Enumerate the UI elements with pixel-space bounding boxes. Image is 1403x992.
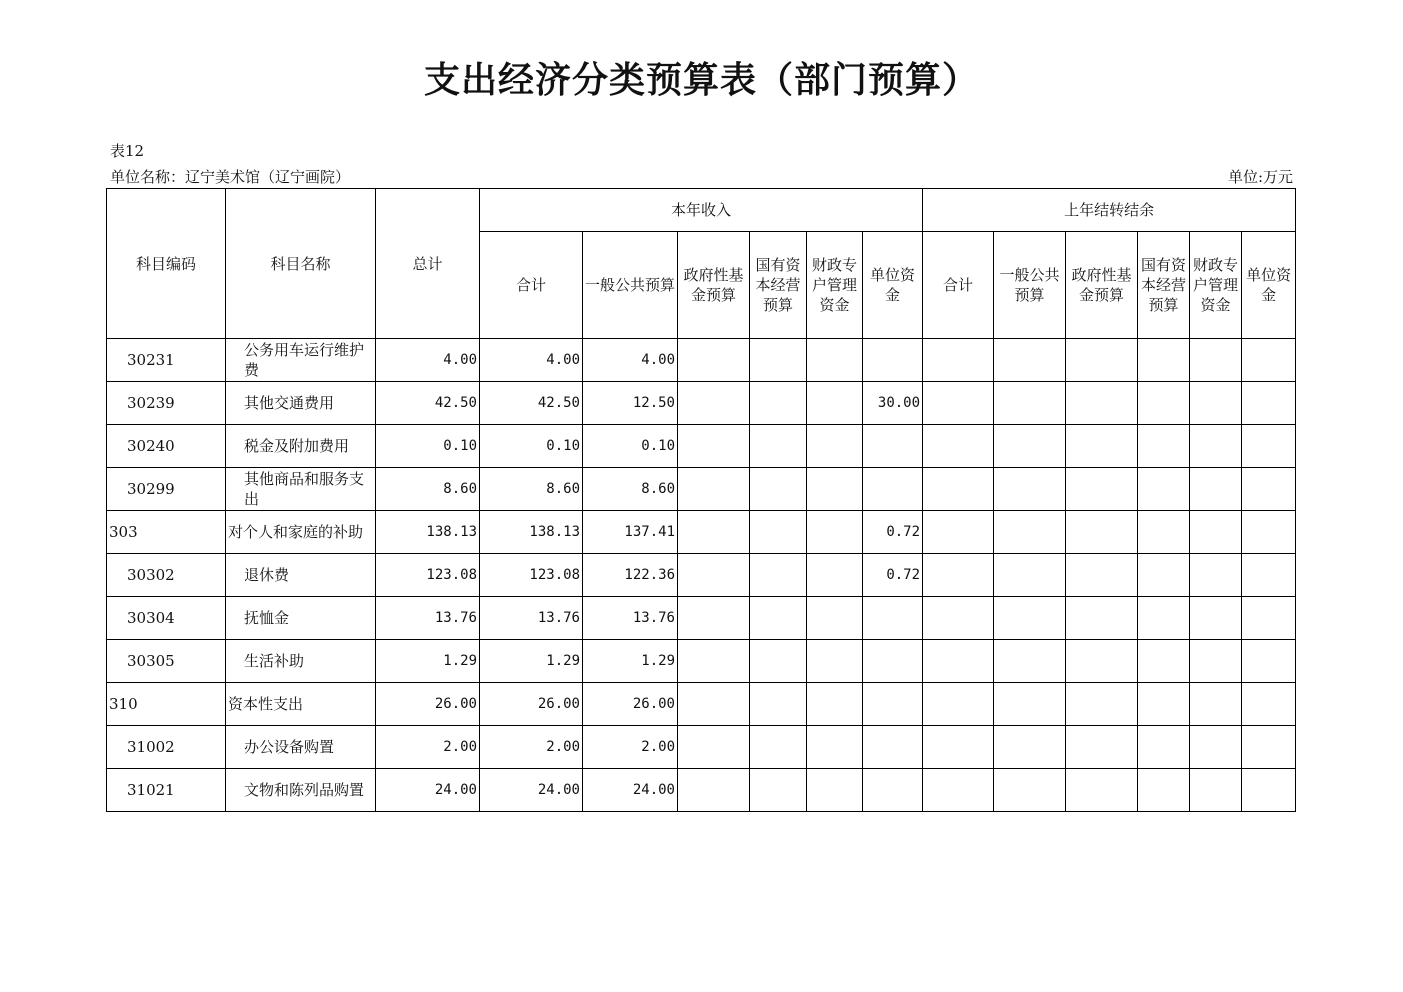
row-name: 生活补助 xyxy=(226,640,376,683)
row-current-value xyxy=(807,597,863,640)
row-current-value: 0.10 xyxy=(480,425,583,468)
table-row xyxy=(107,382,1296,425)
row-current-value: 30.00 xyxy=(863,382,923,425)
row-prev-value xyxy=(1066,640,1138,683)
row-code: 30299 xyxy=(107,468,226,511)
row-prev-value xyxy=(1242,597,1296,640)
header-current-col: 一般公共预算 xyxy=(583,232,678,339)
row-code: 30240 xyxy=(107,425,226,468)
row-prev-value xyxy=(994,339,1066,382)
row-name: 对个人和家庭的补助 xyxy=(226,511,376,554)
row-current-value xyxy=(807,511,863,554)
row-prev-value xyxy=(1190,339,1242,382)
row-prev-value xyxy=(1242,554,1296,597)
row-prev-value xyxy=(1242,382,1296,425)
header-prev-col: 财政专户管理资金 xyxy=(1190,232,1242,339)
row-prev-value xyxy=(1138,339,1190,382)
row-code: 30231 xyxy=(107,339,226,382)
row-current-value: 122.36 xyxy=(583,554,678,597)
row-code: 31021 xyxy=(107,769,226,812)
row-prev-value xyxy=(1138,554,1190,597)
row-prev-value xyxy=(1066,468,1138,511)
header-prev-year: 上年结转结余 xyxy=(923,189,1296,232)
row-prev-value xyxy=(923,382,994,425)
row-current-value: 24.00 xyxy=(480,769,583,812)
row-current-value: 0.10 xyxy=(583,425,678,468)
row-current-value xyxy=(807,683,863,726)
row-current-value xyxy=(678,425,750,468)
row-current-value: 1.29 xyxy=(480,640,583,683)
row-prev-value xyxy=(1066,339,1138,382)
row-current-value: 13.76 xyxy=(480,597,583,640)
row-current-value: 8.60 xyxy=(583,468,678,511)
header-prev-col: 国有资本经营预算 xyxy=(1138,232,1190,339)
row-name: 抚恤金 xyxy=(226,597,376,640)
row-total: 2.00 xyxy=(376,726,480,769)
row-prev-value xyxy=(1190,597,1242,640)
row-prev-value xyxy=(1138,511,1190,554)
row-current-value xyxy=(750,468,807,511)
row-name: 税金及附加费用 xyxy=(226,425,376,468)
unit-name: 单位名称：辽宁美术馆（辽宁画院） xyxy=(110,168,351,186)
row-current-value xyxy=(678,511,750,554)
row-prev-value xyxy=(1190,468,1242,511)
header-prev-col: 合计 xyxy=(923,232,994,339)
row-prev-value xyxy=(1138,425,1190,468)
row-prev-value xyxy=(1138,683,1190,726)
table-row xyxy=(107,769,1296,812)
row-code: 30239 xyxy=(107,382,226,425)
row-prev-value xyxy=(994,511,1066,554)
row-current-value xyxy=(750,382,807,425)
row-current-value xyxy=(863,468,923,511)
row-name: 文物和陈列品购置 xyxy=(226,769,376,812)
row-prev-value xyxy=(994,726,1066,769)
row-prev-value xyxy=(923,726,994,769)
row-current-value xyxy=(678,640,750,683)
row-prev-value xyxy=(1138,382,1190,425)
row-current-value xyxy=(750,597,807,640)
row-total: 24.00 xyxy=(376,769,480,812)
row-current-value xyxy=(863,769,923,812)
row-prev-value xyxy=(994,425,1066,468)
row-current-value: 4.00 xyxy=(583,339,678,382)
table-row xyxy=(107,640,1296,683)
row-name: 资本性支出 xyxy=(226,683,376,726)
row-total: 26.00 xyxy=(376,683,480,726)
row-prev-value xyxy=(1066,769,1138,812)
row-prev-value xyxy=(923,425,994,468)
unit-label: 单位:万元 xyxy=(1227,168,1293,186)
row-prev-value xyxy=(1138,597,1190,640)
row-prev-value xyxy=(994,769,1066,812)
row-total: 1.29 xyxy=(376,640,480,683)
header-current-year: 本年收入 xyxy=(480,189,923,232)
row-prev-value xyxy=(923,468,994,511)
row-prev-value xyxy=(1190,769,1242,812)
row-code: 30302 xyxy=(107,554,226,597)
row-current-value: 12.50 xyxy=(583,382,678,425)
row-current-value xyxy=(863,425,923,468)
header-current-col: 单位资金 xyxy=(863,232,923,339)
row-prev-value xyxy=(1066,597,1138,640)
table-row xyxy=(107,339,1296,382)
row-name: 其他商品和服务支出 xyxy=(226,468,376,511)
row-current-value xyxy=(678,382,750,425)
row-current-value xyxy=(678,726,750,769)
row-prev-value xyxy=(1066,511,1138,554)
row-prev-value xyxy=(994,597,1066,640)
row-current-value: 0.72 xyxy=(863,554,923,597)
row-prev-value xyxy=(1066,554,1138,597)
budget-table xyxy=(106,188,1296,812)
row-current-value: 2.00 xyxy=(583,726,678,769)
row-current-value: 24.00 xyxy=(583,769,678,812)
row-prev-value xyxy=(1242,726,1296,769)
row-prev-value xyxy=(1066,726,1138,769)
row-prev-value xyxy=(1242,769,1296,812)
row-total: 13.76 xyxy=(376,597,480,640)
row-prev-value xyxy=(1138,640,1190,683)
row-prev-value xyxy=(1066,382,1138,425)
row-current-value: 2.00 xyxy=(480,726,583,769)
row-total: 42.50 xyxy=(376,382,480,425)
row-current-value xyxy=(863,597,923,640)
header-prev-col: 政府性基金预算 xyxy=(1066,232,1138,339)
row-prev-value xyxy=(1190,554,1242,597)
header-prev-col: 单位资金 xyxy=(1242,232,1296,339)
row-current-value xyxy=(807,468,863,511)
row-name: 办公设备购置 xyxy=(226,726,376,769)
row-current-value: 138.13 xyxy=(480,511,583,554)
row-prev-value xyxy=(1242,425,1296,468)
header-current-col: 合计 xyxy=(480,232,583,339)
row-prev-value xyxy=(923,640,994,683)
row-current-value xyxy=(750,425,807,468)
row-current-value xyxy=(807,554,863,597)
header-prev-col: 一般公共预算 xyxy=(994,232,1066,339)
row-prev-value xyxy=(923,683,994,726)
row-prev-value xyxy=(1242,468,1296,511)
row-prev-value xyxy=(1242,640,1296,683)
row-current-value xyxy=(863,726,923,769)
table-row xyxy=(107,425,1296,468)
row-name: 退休费 xyxy=(226,554,376,597)
row-current-value xyxy=(750,511,807,554)
row-current-value: 1.29 xyxy=(583,640,678,683)
table-row xyxy=(107,683,1296,726)
row-current-value xyxy=(807,640,863,683)
header-current-col: 政府性基金预算 xyxy=(678,232,750,339)
row-current-value: 26.00 xyxy=(480,683,583,726)
row-prev-value xyxy=(923,597,994,640)
row-prev-value xyxy=(1066,425,1138,468)
table-row xyxy=(107,726,1296,769)
row-prev-value xyxy=(1138,726,1190,769)
page-title: 支出经济分类预算表（部门预算） xyxy=(423,59,979,101)
header-code: 科目编码 xyxy=(107,189,226,339)
row-current-value xyxy=(750,640,807,683)
row-total: 8.60 xyxy=(376,468,480,511)
row-current-value xyxy=(807,339,863,382)
row-current-value xyxy=(807,769,863,812)
row-prev-value xyxy=(1066,683,1138,726)
row-prev-value xyxy=(1242,339,1296,382)
table-row xyxy=(107,597,1296,640)
row-total: 0.10 xyxy=(376,425,480,468)
table-row xyxy=(107,468,1296,511)
row-prev-value xyxy=(923,511,994,554)
row-current-value: 0.72 xyxy=(863,511,923,554)
table-row xyxy=(107,511,1296,554)
row-current-value xyxy=(807,425,863,468)
row-code: 30304 xyxy=(107,597,226,640)
row-code: 303 xyxy=(107,511,226,554)
row-prev-value xyxy=(923,554,994,597)
row-current-value xyxy=(678,597,750,640)
row-current-value xyxy=(750,683,807,726)
row-current-value: 137.41 xyxy=(583,511,678,554)
row-prev-value xyxy=(1138,769,1190,812)
row-prev-value xyxy=(994,554,1066,597)
row-current-value: 123.08 xyxy=(480,554,583,597)
row-current-value: 4.00 xyxy=(480,339,583,382)
row-total: 4.00 xyxy=(376,339,480,382)
row-current-value xyxy=(807,726,863,769)
row-current-value xyxy=(678,554,750,597)
row-prev-value xyxy=(994,683,1066,726)
row-prev-value xyxy=(994,382,1066,425)
row-current-value xyxy=(678,683,750,726)
header-current-col: 国有资本经营预算 xyxy=(750,232,807,339)
row-name: 其他交通费用 xyxy=(226,382,376,425)
header-current-col: 财政专户管理资金 xyxy=(807,232,863,339)
row-current-value xyxy=(750,554,807,597)
row-current-value: 8.60 xyxy=(480,468,583,511)
row-total: 123.08 xyxy=(376,554,480,597)
row-prev-value xyxy=(994,640,1066,683)
row-prev-value xyxy=(1190,382,1242,425)
row-current-value xyxy=(678,339,750,382)
row-prev-value xyxy=(1190,511,1242,554)
row-prev-value xyxy=(1242,511,1296,554)
row-current-value xyxy=(750,769,807,812)
table-row xyxy=(107,554,1296,597)
row-total: 138.13 xyxy=(376,511,480,554)
row-code: 31002 xyxy=(107,726,226,769)
row-prev-value xyxy=(1190,683,1242,726)
row-current-value xyxy=(750,726,807,769)
row-current-value xyxy=(863,339,923,382)
row-current-value xyxy=(678,468,750,511)
table-number: 表12 xyxy=(110,142,145,160)
row-prev-value xyxy=(923,769,994,812)
row-current-value xyxy=(678,769,750,812)
row-code: 310 xyxy=(107,683,226,726)
header-total: 总计 xyxy=(376,189,480,339)
row-prev-value xyxy=(1190,640,1242,683)
row-current-value: 13.76 xyxy=(583,597,678,640)
row-current-value xyxy=(863,640,923,683)
row-prev-value xyxy=(1242,683,1296,726)
row-current-value xyxy=(807,382,863,425)
header-name: 科目名称 xyxy=(226,189,376,339)
row-prev-value xyxy=(1190,726,1242,769)
row-current-value xyxy=(863,683,923,726)
row-prev-value xyxy=(1190,425,1242,468)
row-prev-value xyxy=(994,468,1066,511)
row-current-value: 42.50 xyxy=(480,382,583,425)
row-prev-value xyxy=(1138,468,1190,511)
row-code: 30305 xyxy=(107,640,226,683)
row-current-value: 26.00 xyxy=(583,683,678,726)
row-current-value xyxy=(750,339,807,382)
row-prev-value xyxy=(923,339,994,382)
row-name: 公务用车运行维护费 xyxy=(226,339,376,382)
